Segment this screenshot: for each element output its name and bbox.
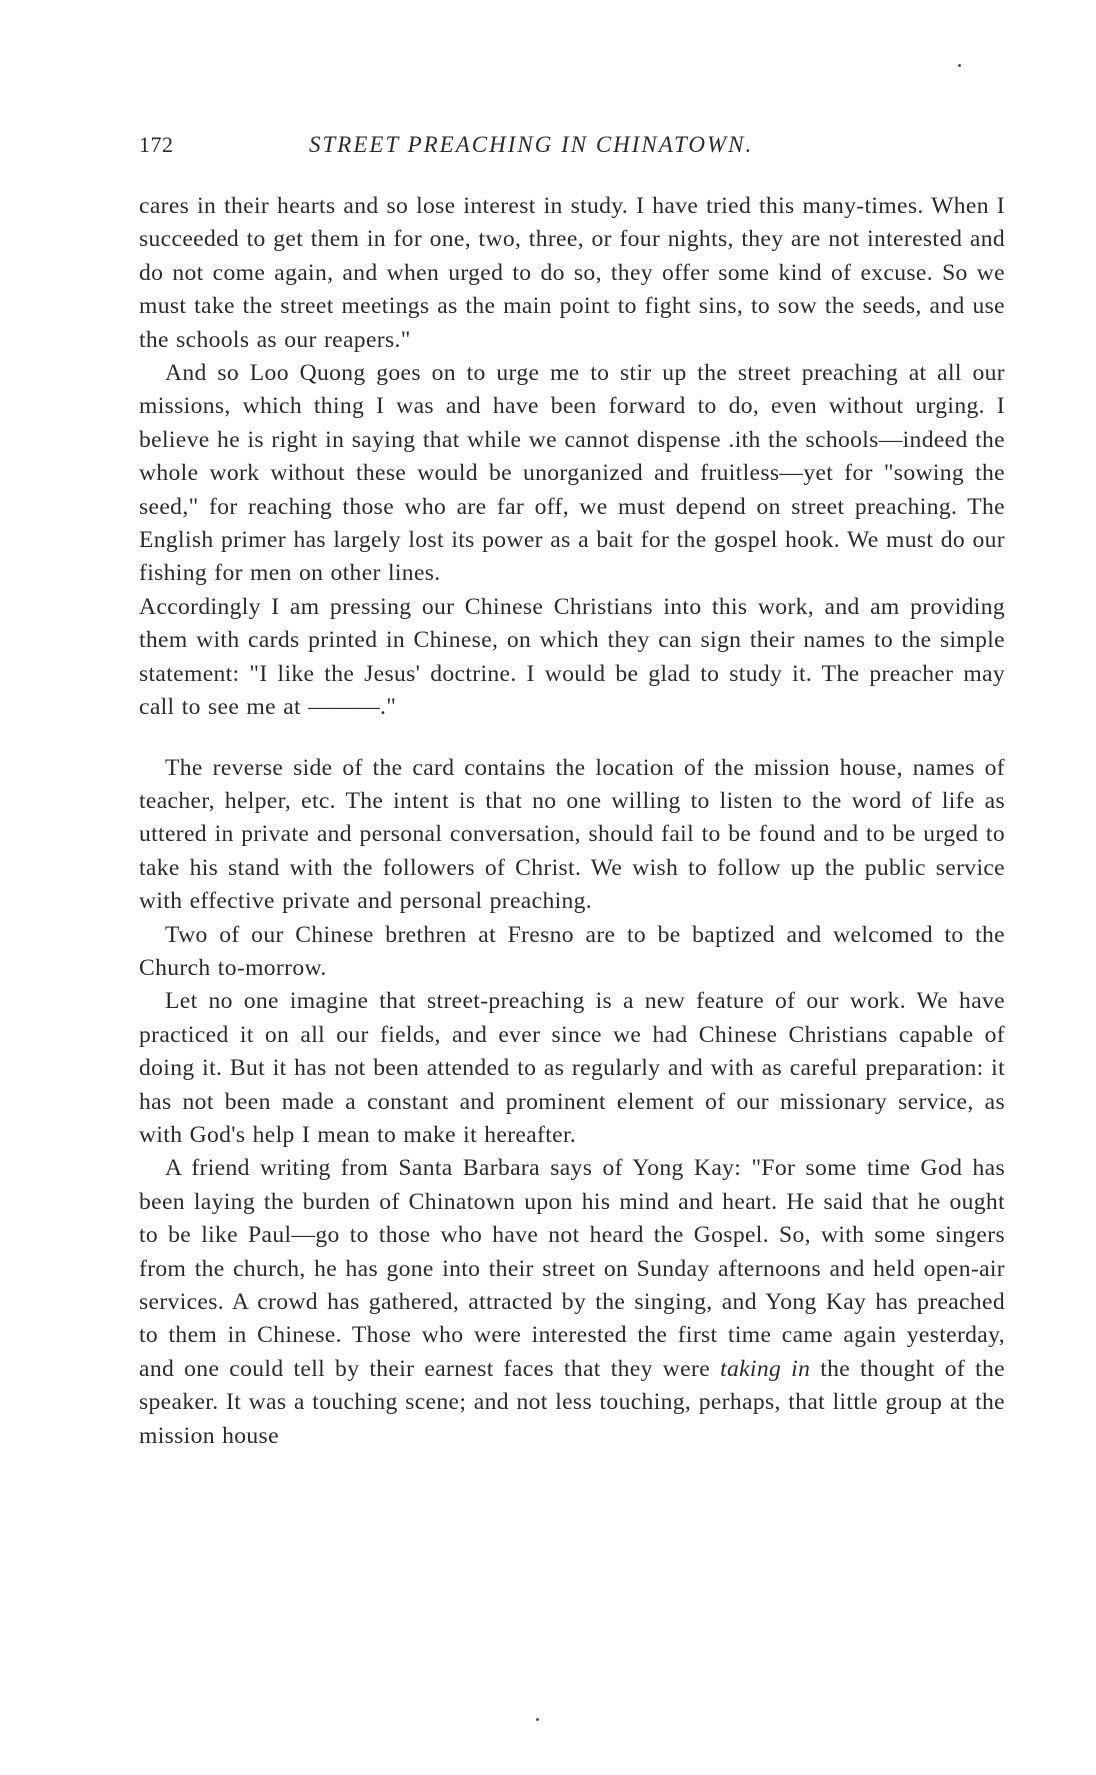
paragraph-6: Let no one imagine that street-preaching is a new feature of our work. We have practiced it on all our fields, and ever since we had Chinese Christians capable of doing it. But it has not been attended to as regularly and with as careful preparation: it has not been made a constant and prominent element of our missionary service, as with God's help I mean to make it hereafter. — [139, 988, 1005, 1148]
paragraph-5: Two of our Chinese brethren at Fresno are to be baptized and welcomed to the Church to-morrow. — [139, 921, 1005, 981]
paragraph-4: The reverse side of the card contains the location of the mission house, names of teacher, helper, etc. The intent is that no one willing to listen to the word of life as uttered in private and personal conversation, should fail to be found and to be urged to take his stand with the followers of Christ. We wish to follow up the public service with effective private and personal preaching. — [139, 754, 1005, 915]
paragraph-7-start: A friend writing from Santa Barbara says of Yong Kay: "For some time God has been laying the burden of Chinatown upon his mind and heart. He said that he ought to be like Paul—go to those who have not heard the Gospel. So, with some singers from the church, he has gone into their street on Sunday afternoons and held open-air services. A crowd has gathered, attracted by the singing, and Yong Kay has preached to them in Chinese. Those who were interested the first time came again yesterday, and one could tell by their earnest faces that they were — [139, 1155, 1005, 1382]
body-text — [139, 190, 1005, 1453]
running-title: STREET PREACHING IN CHINATOWN. — [309, 132, 754, 157]
paragraph-1: cares in their hearts and so lose interest in study. I have tried this many-times. When I succeeded to get them in for one, two, three, or four nights, they are not interested and do not come again, and when urged to do so, they offer some kind of excuse. So we must take the street meetings as the main point to fight sins, to sow the seeds, and use the schools as our reapers." — [139, 193, 1005, 353]
page-number: 172 — [139, 132, 174, 157]
paragraph-7 — [139, 1152, 1005, 1453]
italic-phrase: taking in — [720, 1355, 811, 1382]
scan-speck — [536, 1718, 539, 1721]
paragraph-7-end: the thought of the speaker. It was a touching scene; and not less touching, perhaps, that little group at the mission house — [139, 1355, 1005, 1449]
paragraph-3: Accordingly I am pressing our Chinese Christians into this work, and am providing them with cards printed in Chinese, on which they can sign their names to the simple statement: "I like the Jesus' doctrine. I would be glad to study it. The preacher may call to see me at ———." — [139, 593, 1005, 721]
page-header — [139, 132, 999, 166]
paragraph-2: And so Loo Quong goes on to urge me to stir up the street preaching at all our missions, which thing I was and have been forward to do, even without urging. I believe he is right in saying that while we cannot dispense .ith the schools—indeed the whole work without these would be unorganized and fruitless—yet for "sowing the seed," for reaching those who are far off, we must depend on street preaching. The English primer has largely lost its power as a bait for the gospel hook. We must do our fishing for men on other lines. — [139, 360, 1005, 587]
scan-speck — [958, 64, 961, 67]
